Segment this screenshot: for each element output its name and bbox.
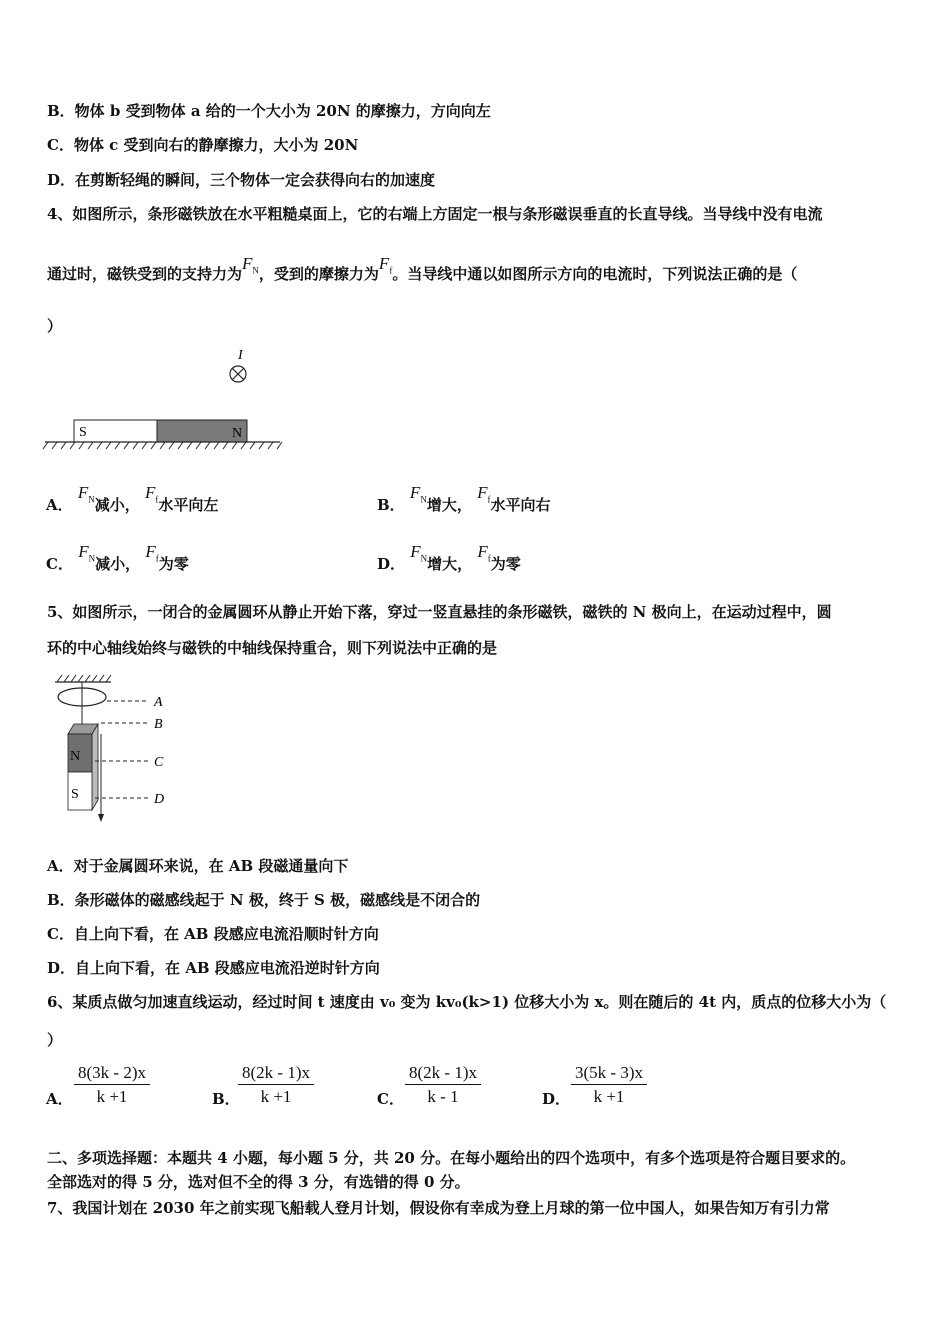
q6-option-a-fraction: $\frac{8(3k - 2)x}{k +1}$ — [74, 1062, 150, 1109]
q4-stem-text-b: ，受到的摩擦力为 — [258, 265, 379, 283]
q6-option-b-fraction: $\frac{8(2k - 1)x}{k +1}$ — [238, 1062, 314, 1109]
table-hatching — [43, 442, 282, 449]
current-label: I — [238, 348, 243, 363]
q4-stem-line1: 4、如图所示，条形磁铁放在水平粗糙桌面上，它的右端上方固定一根与条形磁误垂直的长直导线。当导线中没有电流 — [47, 205, 823, 223]
section2-scoring: 全部选对的得 5 分，选对但不全的得 3 分，有选错的得 0 分。 — [47, 1173, 470, 1191]
q7-stem-line1: 7、我国计划在 2030 年之前实现飞船载人登月计划，假设你有幸成为登上月球的第一位中国人，如果告知万有引力常 — [47, 1199, 830, 1217]
q4-stem-text-a: 通过时，磁铁受到的支持力为 — [47, 265, 243, 283]
label-a: A — [154, 695, 163, 710]
q6-option-c-fraction: $\frac{8(2k - 1)x}{k - 1}$ — [405, 1062, 481, 1109]
q6-option-d-letter: D． — [542, 1090, 571, 1108]
q3-option-c: C．物体 c 受到向右的静摩擦力，大小为 20N — [47, 136, 359, 154]
q4-option-b: B． $F_N$增大， $F_f$水平向右 — [377, 483, 551, 514]
q5-ring-magnet-figure — [45, 672, 185, 832]
q4-option-d: D． $F_N$增大， $F_f$为零 — [377, 542, 521, 573]
q4-stem-line3: ） — [47, 317, 63, 335]
pole-s-label: S — [71, 787, 79, 802]
magnet-s-label: S — [79, 425, 87, 440]
q4-option-a: A． $F_N$减小， $F_f$水平向左 — [46, 483, 219, 514]
q4-option-c: C． $F_N$减小， $F_f$为零 — [46, 542, 189, 573]
q4-stem-text-c: 。当导线中通以如图所示方向的电流时，下列说法正确的是（ — [392, 265, 798, 283]
q4-magnet-figure — [40, 340, 290, 455]
q6-option-a-letter: A． — [46, 1090, 73, 1108]
q5-option-b: B．条形磁体的磁感线起于 N 极，终于 S 极，磁感线是不闭合的 — [47, 891, 481, 909]
q5-option-a: A．对于金属圆环来说，在 AB 段磁通量向下 — [47, 857, 349, 875]
q5-stem-line1: 5、如图所示，一闭合的金属圆环从静止开始下落，穿过一竖直悬挂的条形磁铁，磁铁的 N 极向上，在运动过程中，圆 — [47, 603, 832, 621]
q6-option-b-letter: B． — [212, 1090, 240, 1108]
q5-option-c: C．自上向下看，在 AB 段感应电流沿顺时针方向 — [47, 925, 379, 943]
magnet-n-label: N — [232, 426, 243, 441]
ff-symbol: $F_f$ — [378, 254, 393, 276]
label-d: D — [154, 792, 165, 807]
q3-option-d: D．在剪断轻绳的瞬间，三个物体一定会获得向右的加速度 — [47, 171, 436, 189]
pole-n-label: N — [70, 749, 81, 764]
q6-stem-line1: 6、某质点做匀加速直线运动，经过时间 t 速度由 v₀ 变为 kv₀(k>1) 位移大小为 x。则在随后的 4t 内，质点的位移大小为（ — [47, 993, 887, 1011]
fn-symbol: $F_N$ — [242, 254, 259, 276]
label-c: C — [154, 755, 164, 770]
q6-option-c-letter: C． — [377, 1090, 404, 1108]
label-b: B — [154, 717, 163, 732]
q6-stem-line2: ） — [47, 1031, 63, 1049]
q3-option-b: B．物体 b 受到物体 a 给的一个大小为 20N 的摩擦力，方向向左 — [47, 102, 491, 120]
section2-heading: 二、多项选择题：本题共 4 小题，每小题 5 分，共 20 分。在每小题给出的四个选项中，有多个选项是符合题目要求的。 — [47, 1149, 856, 1167]
q6-option-d-fraction: $\frac{3(5k - 3)x}{k +1}$ — [571, 1062, 647, 1109]
q5-stem-line2: 环的中心轴线始终与磁铁的中轴线保持重合，则下列说法中正确的是 — [47, 639, 498, 657]
q4-stem-line2 — [47, 254, 798, 290]
q5-option-d: D．自上向下看，在 AB 段感应电流沿逆时针方向 — [47, 959, 380, 977]
